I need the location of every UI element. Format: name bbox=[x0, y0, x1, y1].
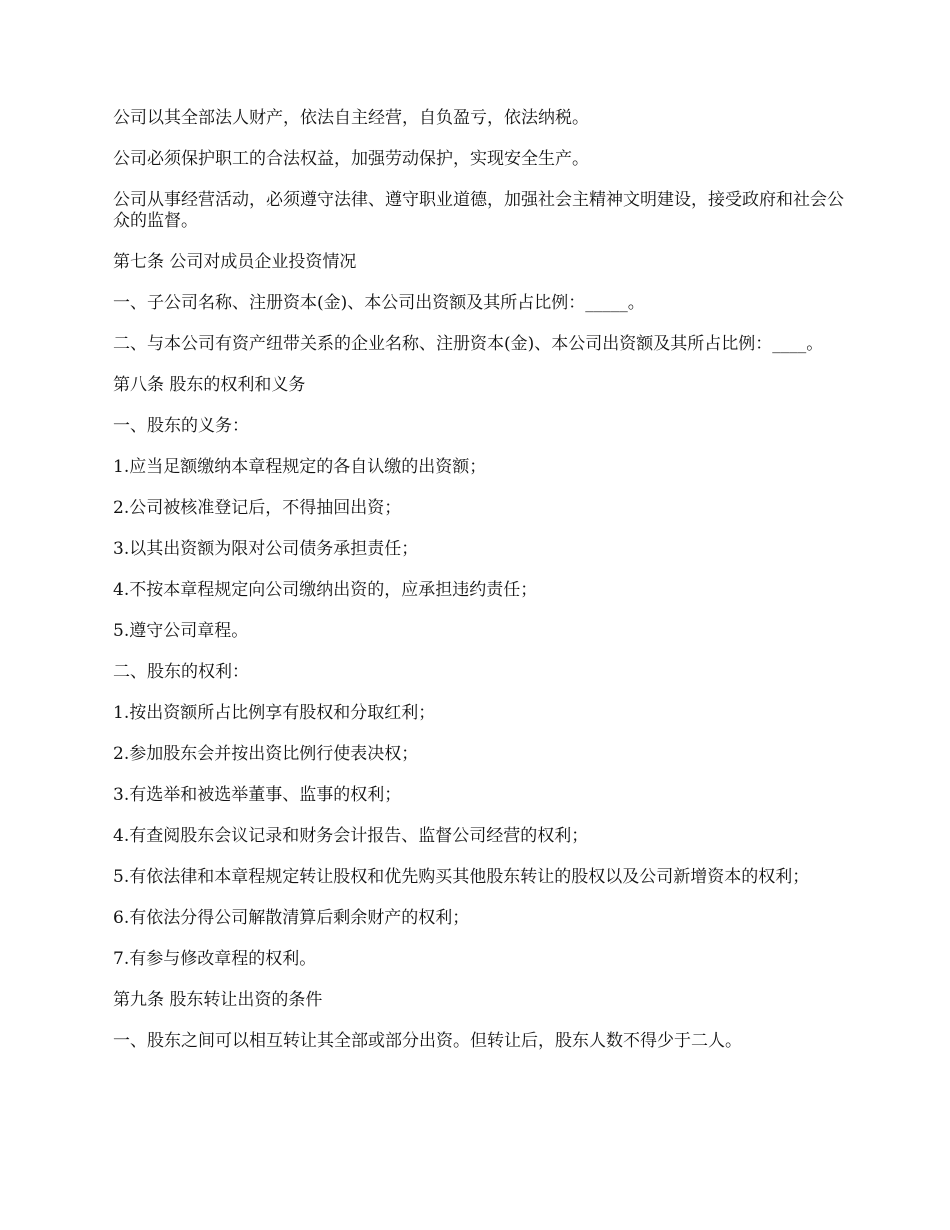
paragraph-business-conduct: 公司从事经营活动，必须遵守法律、遵守职业道德，加强社会主精神文明建设，接受政府和社会公众的监督。 bbox=[113, 190, 844, 231]
right-item-7: 7.有参与修改章程的权利。 bbox=[113, 949, 317, 969]
obligation-item-3: 3.以其出资额为限对公司债务承担责任； bbox=[113, 539, 419, 559]
paragraph-legal-property: 公司以其全部法人财产，依法自主经营，自负盈亏，依法纳税。 bbox=[113, 108, 589, 128]
obligation-item-4: 4.不按本章程规定向公司缴纳出资的，应承担违约责任； bbox=[113, 580, 538, 600]
article-9-item-1: 一、股东之间可以相互转让其全部或部分出资。但转让后，股东人数不得少于二人。 bbox=[113, 1031, 742, 1051]
right-item-3: 3.有选举和被选举董事、监事的权利； bbox=[113, 785, 402, 805]
shareholder-rights-heading: 二、股东的权利： bbox=[113, 662, 249, 682]
obligation-item-1: 1.应当足额缴纳本章程规定的各自认缴的出资额； bbox=[113, 457, 487, 477]
right-item-4: 4.有查阅股东会议记录和财务会计报告、监督公司经营的权利； bbox=[113, 826, 589, 846]
article-8-heading: 第八条 股东的权利和义务 bbox=[113, 375, 306, 395]
right-item-5: 5.有依法律和本章程规定转让股权和优先购买其他股东转让的股权以及公司新增资本的权利； bbox=[113, 867, 810, 887]
article-7-item-1: 一、子公司名称、注册资本(金)、本公司出资额及其所占比例：_____。 bbox=[113, 293, 645, 313]
article-7-heading: 第七条 公司对成员企业投资情况 bbox=[113, 252, 357, 272]
article-9-heading: 第九条 股东转让出资的条件 bbox=[113, 990, 323, 1010]
shareholder-obligations-heading: 一、股东的义务： bbox=[113, 416, 249, 436]
paragraph-worker-rights: 公司必须保护职工的合法权益，加强劳动保护，实现安全生产。 bbox=[113, 149, 589, 169]
obligation-item-2: 2.公司被核准登记后，不得抽回出资； bbox=[113, 498, 402, 518]
article-7-item-2: 二、与本公司有资产纽带关系的企业名称、注册资本(金)、本公司出资额及其所占比例：____。 bbox=[113, 334, 824, 354]
obligation-item-5: 5.遵守公司章程。 bbox=[113, 621, 249, 641]
right-item-1: 1.按出资额所占比例享有股权和分取红利； bbox=[113, 703, 436, 723]
document-page bbox=[113, 108, 848, 1072]
right-item-2: 2.参加股东会并按出资比例行使表决权； bbox=[113, 744, 419, 764]
right-item-6: 6.有依法分得公司解散清算后剩余财产的权利； bbox=[113, 908, 470, 928]
